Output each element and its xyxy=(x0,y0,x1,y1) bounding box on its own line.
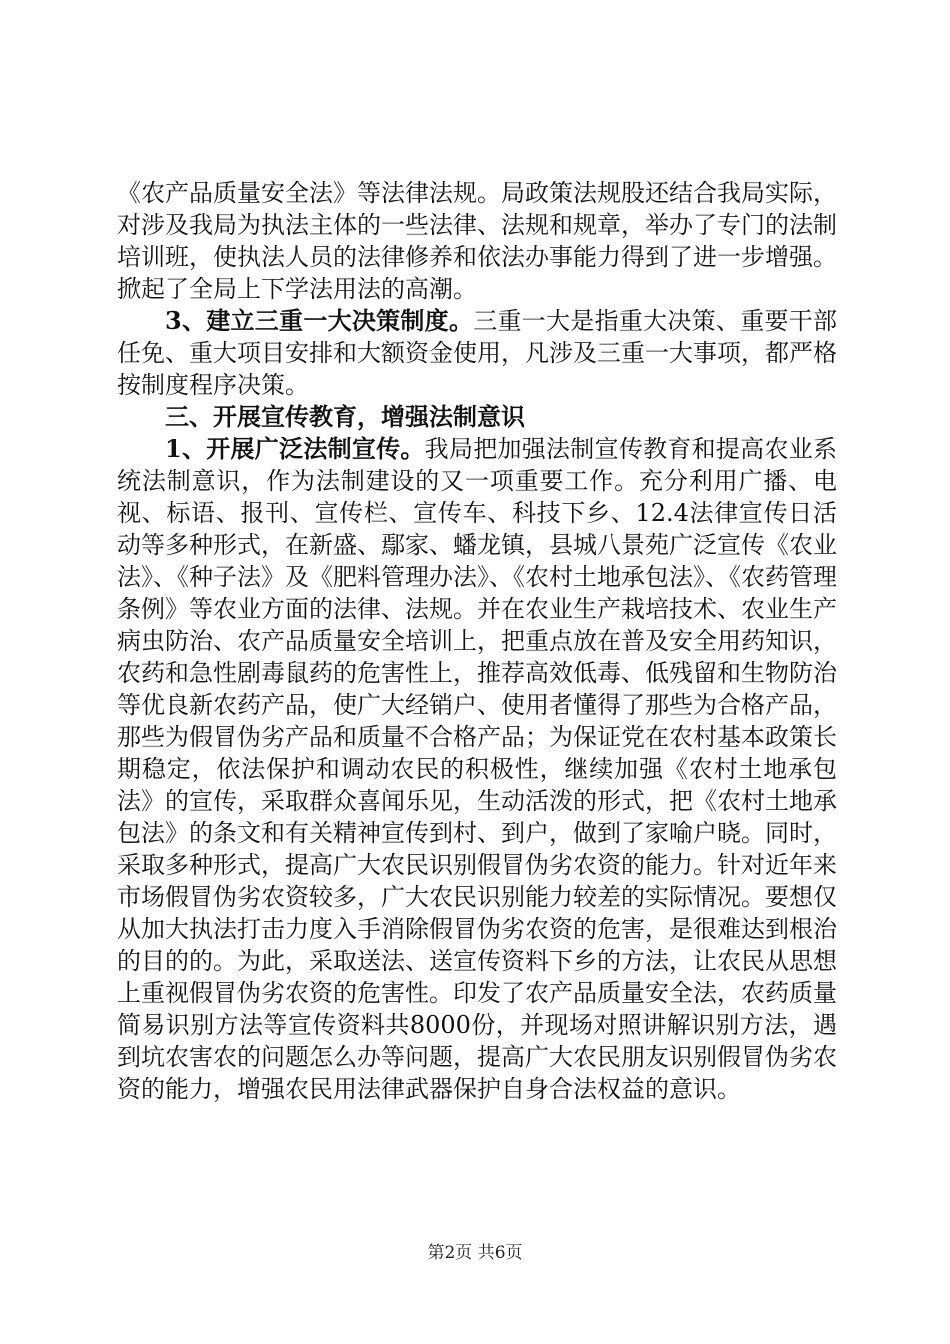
paragraph-continuation xyxy=(117,177,837,305)
paragraph-text: 《农产品质量安全法》等法律法规。局政策法规股还结合我局实际，对涉及我局为执法主体的一些法律、法规和规章，举办了专门的法制培训班，使执法人员的法律修养和依法办事能力得到了进一步增强。掀起了全局上下学法用法的高潮。 xyxy=(117,179,837,303)
paragraph-text: 我局把加强法制宣传教育和提高农业系统法制意识，作为法制建设的又一项重要工作。充分利用广播、电视、标语、报刊、宣传栏、宣传车、科技下乡、12.4法律宣传日活动等多种形式，在新盛、鄢家、蟠龙镇，县城八景苑广泛宣传《农业法》、《种子法》及《肥料管理办法》、《农村土地承包法》、《农药管理条例》等农业方面的法律、法规。并在农业生产栽培技术、农业生产病虫防治、农产品质量安全培训上，把重点放在普及安全用药知识，农药和急性剧毒鼠药的危害性上，推荐高效低毒、低残留和生物防治等优良新农药产品，使广大经销户、使用者懂得了那些为合格产品，那些为假冒伪劣产品和质量不合格产品；为保证党在农村基本政策长期稳定，依法保护和调动农民的积极性，继续加强《农村土地承包法》的宣传，采取群众喜闻乐见，生动活泼的形式，把《农村土地承包法》的条文和有关精神宣传到村、到户，做到了家喻户晓。同时，采取多种形式，提高广大农民识别假冒伪劣农资的能力。针对近年来市场假冒伪劣农资较多，广大农民识别能力较差的实际情况。要想仅从加大执法打击力度入手消除假冒伪劣农资的危害，是很难达到根治的目的的。为此，采取送法、送宣传资料下乡的方法，让农民从思想上重视假冒伪劣农资的危害性。印发了农产品质量安全法，农药质量简易识别方法等宣传资料共8000份，并现场对照讲解识别方法，遇到坑农害农的问题怎么办等问题，提高广大农民朋友识别假冒伪劣农资的能力，增强农民用法律武器保护自身合法权益的意识。 xyxy=(117,435,837,1103)
page-footer xyxy=(0,1242,950,1264)
section-heading xyxy=(117,401,837,433)
paragraph-heading: 3、建立三重一大决策制度。 xyxy=(165,306,474,335)
paragraph-decision-system xyxy=(117,305,837,401)
paragraph-heading: 1、开展广泛法制宣传。 xyxy=(165,434,425,463)
paragraph-text: 三重一大是指重大决策、重要干部任免、重大项目安排和大额资金使用，凡涉及三重一大事项，都严格按制度程序决策。 xyxy=(117,307,838,399)
paragraph-legal-publicity xyxy=(117,433,837,1105)
section-heading-text: 三、开展宣传教育，增强法制意识 xyxy=(165,402,525,431)
document-body xyxy=(117,177,837,1105)
page-number-label: 第2页 共6页 xyxy=(427,1243,523,1263)
